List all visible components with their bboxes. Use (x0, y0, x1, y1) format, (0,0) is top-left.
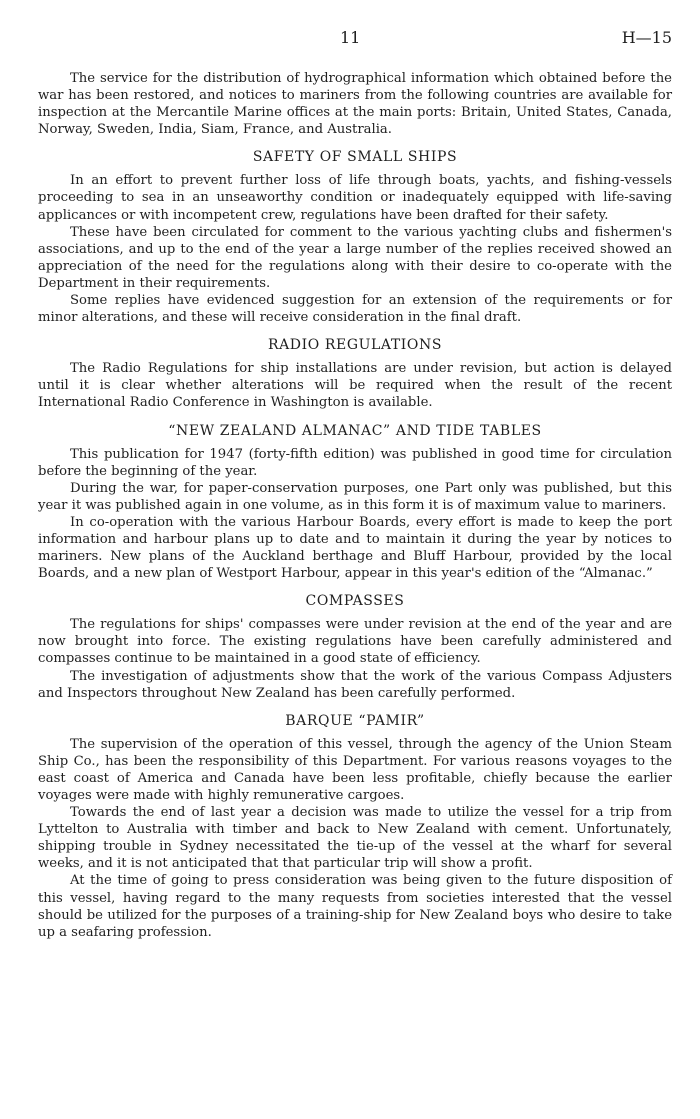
section-heading: RADIO REGULATIONS (267, 337, 443, 354)
paragraph: Towards the end of last year a decision was made to utilize the vessel for a trip from Lyttelton to Australia with timber and back to New Zealand with cement. Unfortunately, shipping trouble in Sydney necessitated the tie-up of the vessel at the wharf for several weeks, and it is not anticipated that that particular trip will show a profit. (38, 805, 672, 872)
paragraph: This publication for 1947 (forty-fifth edition) was published in good time for circulation before the beginning of the year. (38, 446, 672, 479)
paragraph: The Radio Regulations for ship installations are under revision, but action is delayed until it is clear whether alterations will be required when the result of the recent International Radio Conference in Washington is available. (38, 361, 672, 411)
paragraph: The supervision of the operation of this vessel, through the agency of the Union Steam Ship Co., has been the responsibility of this Department. For various reasons voyages to the east coast of America and Canada have been less profitable, chiefly because the earlier voyages were made with highly remunerative cargoes. (38, 736, 672, 803)
paragraph: At the time of going to press consideration was being given to the future disposition of this vessel, having regard to the many requests from societies interested that the vessel should be utilized for the purposes of a training-ship for New Zealand boys who desire to take up a seafaring profession. (38, 873, 672, 940)
paragraph: The service for the distribution of hydrographical information which obtained before the war has been restored, and notices to mariners from the following countries are available for inspection at the Mercantile Marine offices at the main ports: Britain, United States, Canada, Norway, Sweden, India, Siam, France, and Australia. (38, 71, 672, 138)
paragraph: The regulations for ships' compasses were under revision at the end of the year and are now brought into force. The existing regulations have been carefully administered and compasses continue to be maintained in a good state of efficiency. (38, 617, 672, 667)
paragraph: These have been circulated for comment to the various yachting clubs and fishermen's associations, and up to the end of the year a large number of the replies received showed an appreciation of the need for the regulations along with their desire to co-operate with the Department in their requirements. (38, 224, 672, 291)
page-body (38, 70, 672, 941)
paragraph: In co-operation with the various Harbour Boards, every effort is made to keep the port information and harbour plans up to date and to maintain it during the year by notices to mariners. New plans of the Auckland berthage and Bluff Harbour, provided by the local Boards, and a new plan of Westport Harbour, appear in this year's edition of the “Almanac.” (38, 514, 672, 582)
paragraph: Some replies have evidenced suggestion for an extension of the requirements or for minor alterations, and these will receive consideration in the final draft. (38, 293, 672, 326)
paragraph: In an effort to prevent further loss of life through boats, yachts, and fishing-vessels proceeding to sea in an unseaworthy condition or inadequately equipped with life-saving applicances or with incompetent crew, regulations have been drafted for their safety. (38, 173, 672, 223)
page-number: 11 (340, 28, 361, 47)
paragraph: During the war, for paper-conservation purposes, one Part only was published, but this year it was published again in one volume, as in this form it is of maximum value to mariners. (38, 480, 672, 513)
page-header (0, 28, 700, 48)
section-heading: “NEW ZEALAND ALMANAC” AND TIDE TABLES (168, 422, 542, 439)
section-heading: SAFETY OF SMALL SHIPS (252, 149, 458, 166)
section-heading: BARQUE “PAMIR” (285, 712, 425, 729)
section-heading: COMPASSES (305, 593, 405, 610)
paragraph: The investigation of adjustments show that the work of the various Compass Adjusters and Inspectors throughout New Zealand has been carefully performed. (38, 668, 672, 701)
document-reference: H—15 (621, 28, 672, 47)
